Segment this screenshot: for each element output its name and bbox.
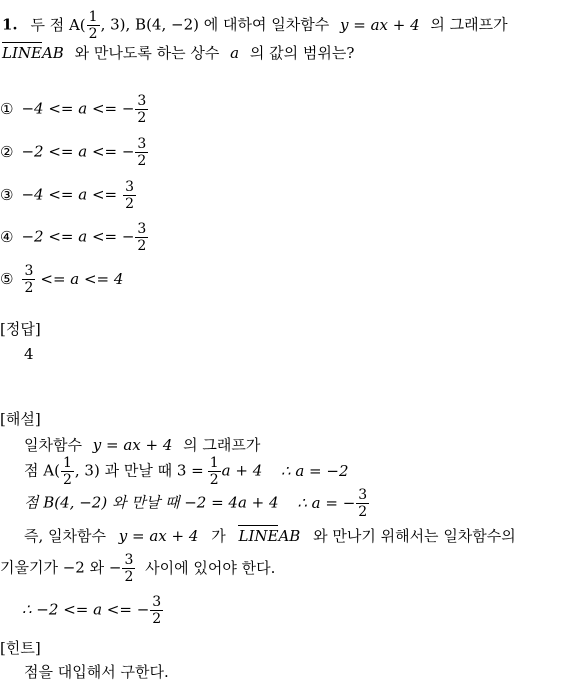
line-label: LINE — [2, 44, 42, 62]
solution-line-1: 일차함수 y = ax + 4 의 그래프가 — [24, 436, 261, 454]
fraction-a-x: $\frac{1}{2}$ — [88, 9, 98, 42]
solution-line-3: 점 B(4, −2) 와 만날 때 −2 = 4a + 4 ∴ a = − $\frac{3}{2}$ — [24, 487, 368, 520]
choice-fraction: $\frac{3}{2}$ — [137, 93, 147, 126]
line-ab: AB — [41, 44, 64, 62]
hint-text: 점을 대입해서 구한다. — [24, 663, 169, 681]
problem-text-c: 의 그래프가 — [430, 15, 508, 34]
choice-fraction: $\frac{3}{2}$ — [137, 221, 147, 254]
choice-4[interactable]: ④ −2 <= a <= − $\frac{3}{2}$ — [0, 221, 147, 254]
choice-marker: ⑤ — [0, 269, 14, 288]
fraction: $\frac{3}{2}$ — [358, 487, 368, 520]
problem-text-a: 두 점 A( — [30, 15, 86, 34]
choice-fraction: $\frac{3}{2}$ — [24, 263, 34, 296]
fraction: $\frac{1}{2}$ — [209, 455, 219, 488]
problem-line-1 — [2, 10, 508, 41]
fraction: $\frac{1}{2}$ — [62, 455, 72, 488]
problem-function: y = ax + 4 — [339, 15, 420, 34]
problem-var-a: a — [230, 44, 240, 62]
choice-marker: ④ — [0, 227, 14, 246]
solution-line-6: ∴ −2 <= a <= − $\frac{3}{2}$ — [22, 594, 162, 627]
line-label: LINE — [238, 527, 279, 545]
answer-value: 4 — [24, 345, 34, 363]
solution-line-5: 기울기가 −2 와 − $\frac{3}{2}$ 사이에 있어야 한다. — [0, 552, 276, 585]
choice-1[interactable]: ① −4 <= a <= − $\frac{3}{2}$ — [0, 93, 147, 126]
solution-line-2: 점 A( $\frac{1}{2}$ , 3) 과 만날 때 3 = $\frac{1}{2}$ a + 4 ∴ a = −2 — [24, 455, 349, 488]
choice-fraction: $\frac{3}{2}$ — [125, 179, 135, 212]
problem-line-2 — [2, 42, 354, 63]
choice-2[interactable]: ② −2 <= a <= − $\frac{3}{2}$ — [0, 136, 147, 169]
fraction: $\frac{3}{2}$ — [124, 552, 134, 585]
problem-text-e: 의 값의 범위는? — [249, 44, 355, 62]
answer-heading: [정답] — [0, 320, 41, 338]
choice-marker: ② — [0, 142, 14, 161]
choice-5[interactable]: ⑤ $\frac{3}{2}$ <= a <= 4 — [0, 263, 124, 296]
hint-heading: [힌트] — [0, 639, 41, 657]
choice-3[interactable]: ③ −4 <= a <= $\frac{3}{2}$ — [0, 179, 135, 212]
solution-heading: [해설] — [0, 410, 41, 428]
fraction: $\frac{3}{2}$ — [152, 594, 162, 627]
line-ab: AB — [278, 527, 301, 545]
choice-marker: ③ — [0, 185, 14, 204]
choice-fraction: $\frac{3}{2}$ — [137, 136, 147, 169]
solution-line-4: 즉, 일차함수 y = ax + 4 가 LINEAB 와 만나기 위해서는 일차함수의 — [24, 527, 516, 545]
problem-text-d: 와 만나도록 하는 상수 — [74, 44, 220, 62]
problem-text-b: , 3), B(4, −2) 에 대하여 일차함수 — [100, 15, 330, 34]
choice-marker: ① — [0, 99, 14, 118]
problem-number: 1. — [2, 15, 18, 34]
